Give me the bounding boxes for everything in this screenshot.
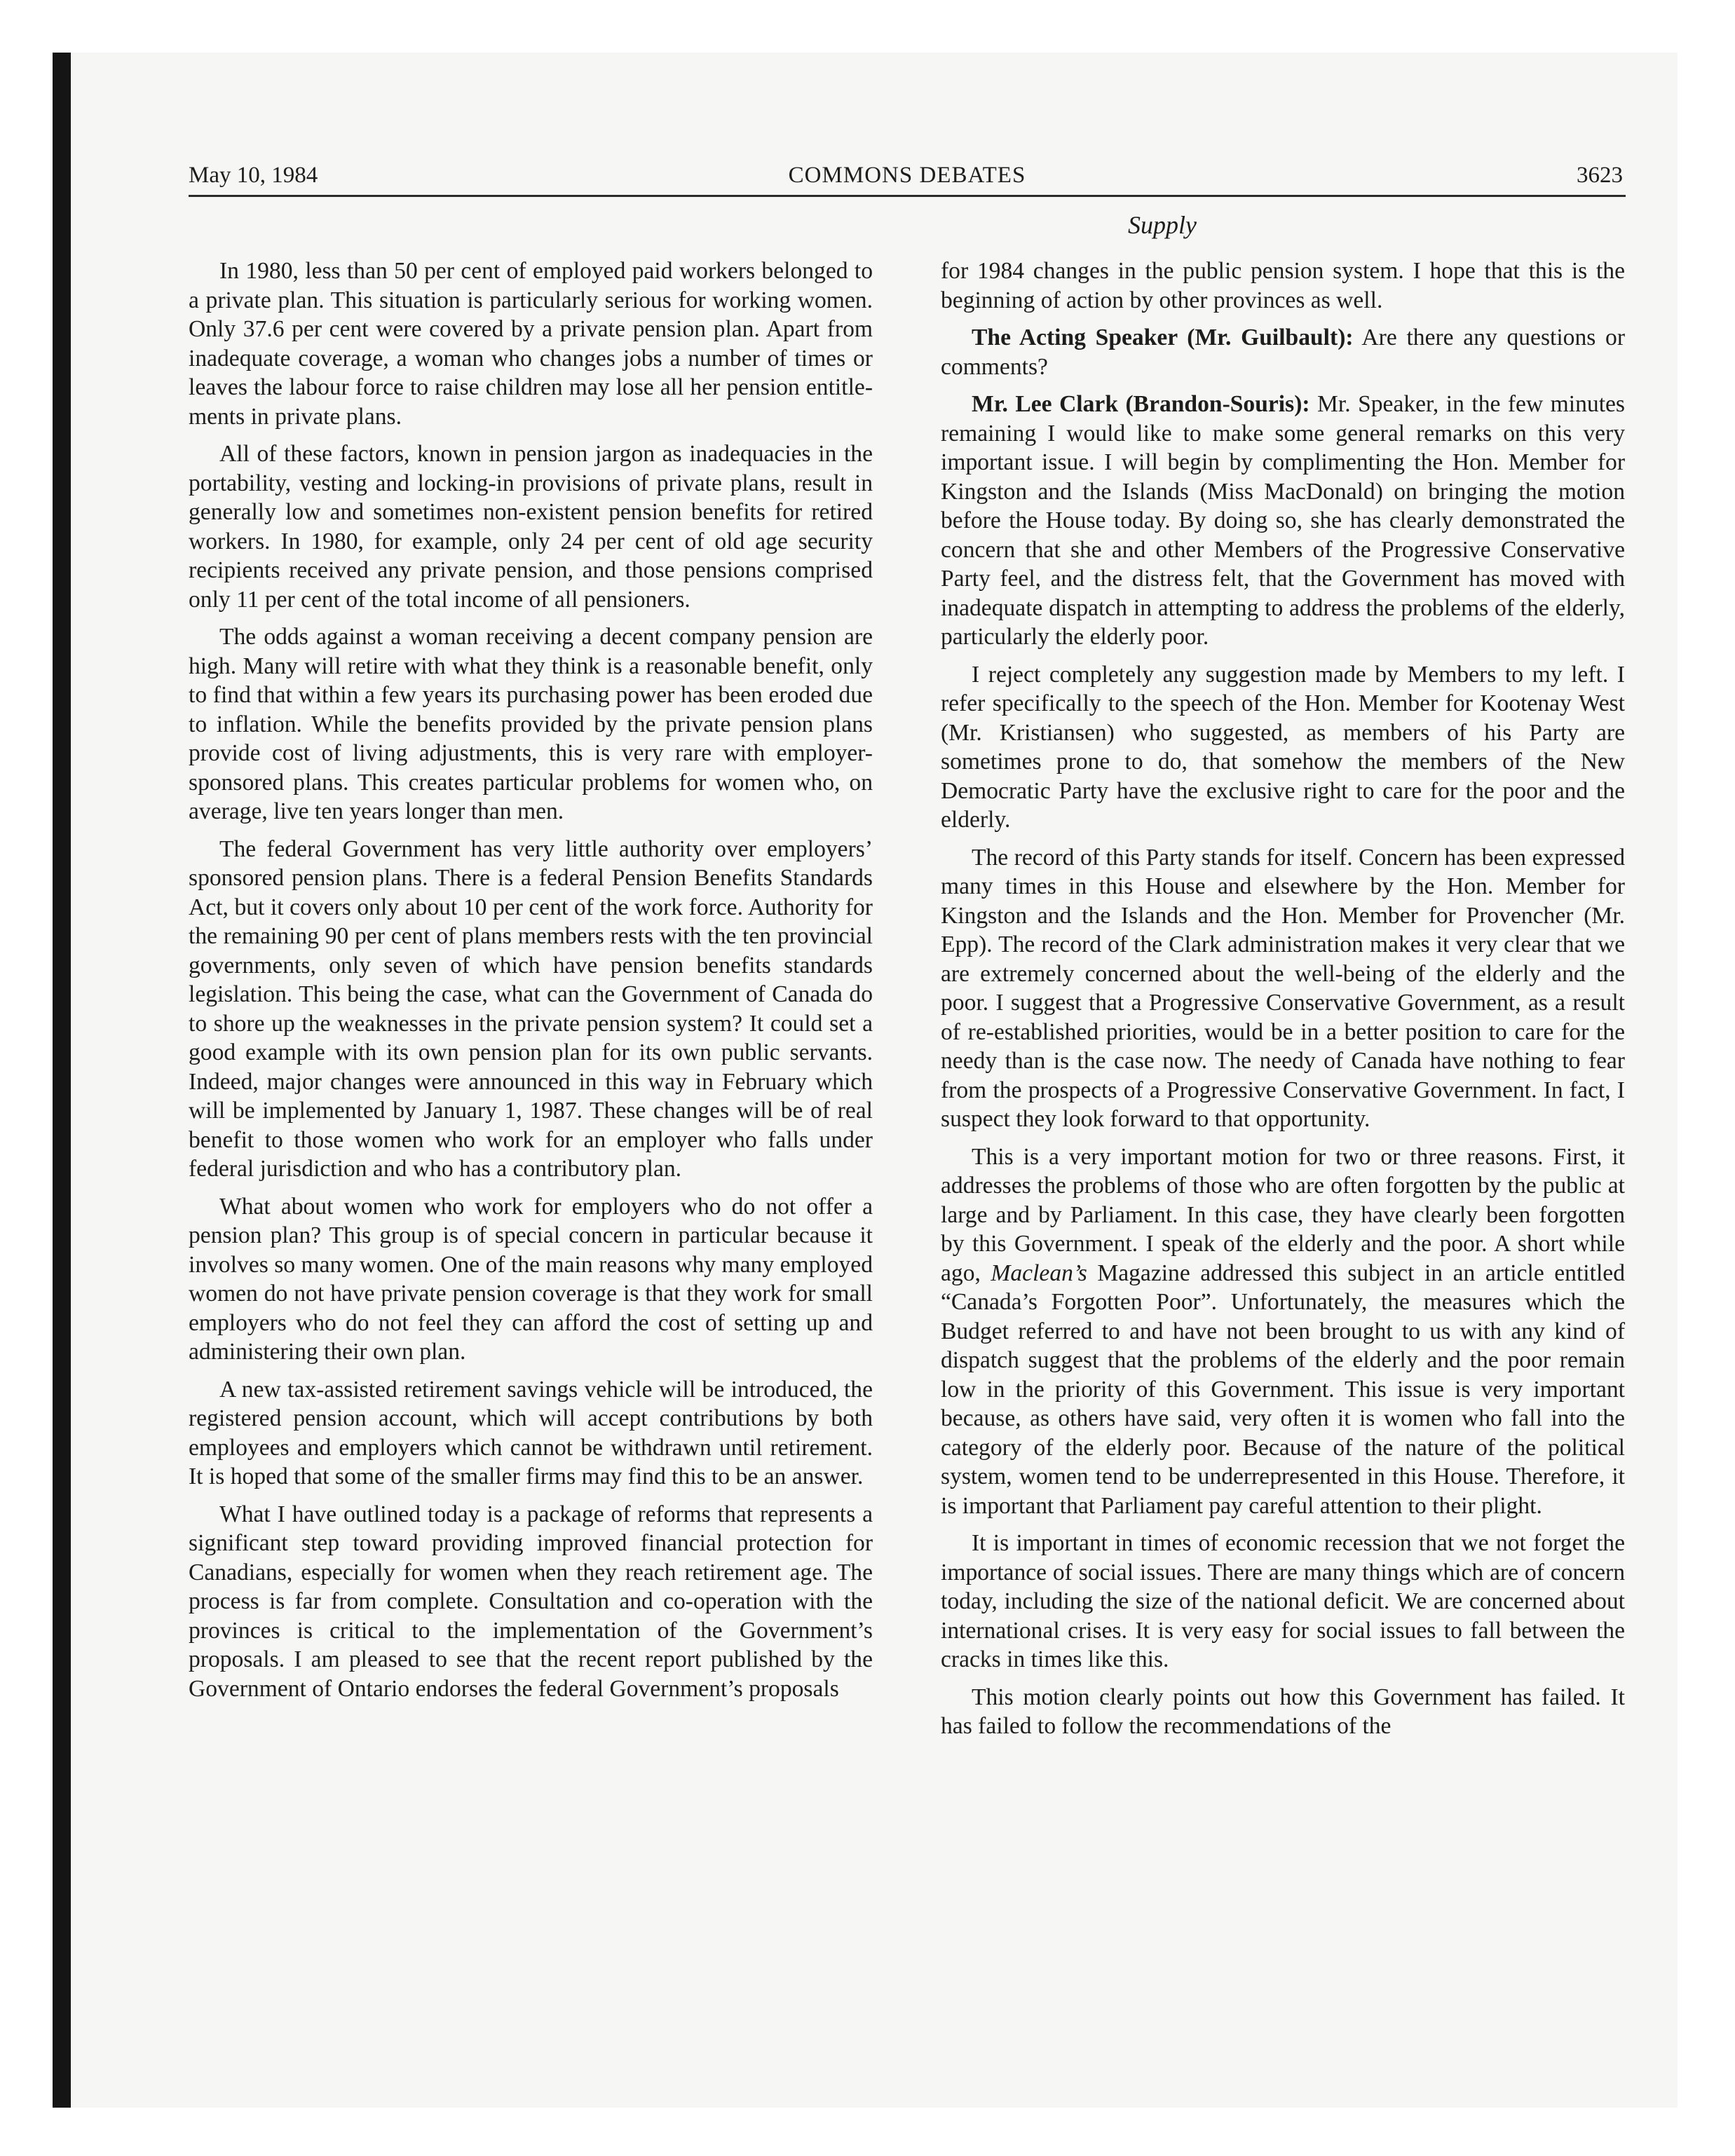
- paragraph-text: Magazine addressed this subject in an article entitled “Canada’s Forgotten Poor”. Unfortunately, the measures which the Budget referred to and have not been brought to us with any kind of dispatch suggest that the problems of the elderly and the poor remain low in the priority of this Government. This issue is very important because, as others have said, very often it is women who fall into the category of the elderly poor. Because of the nature of the political system, women tend to be underrepresented in this House. Therefore, it is important that Parliament pay careful attention to their plight.: [941, 1260, 1625, 1519]
- paragraph: I reject completely any suggestion made by Members to my left. I refer specifically to the speech of the Hon. Member for Kootenay West (Mr. Kristiansen) who suggested, as members of his Party are sometimes prone to do, that somehow the members of the New Democratic Party have the exclusive right to care for the poor and the elderly.: [941, 661, 1625, 833]
- speech-text: Are there any questions or comments?: [941, 325, 1625, 380]
- paragraph: The record of this Party stands for itself. Concern has been expressed many times in this House and elsewhere by the Hon. Member for Kingston and the Islands and the Hon. Member for Provencher (Mr. Epp). The record of the Clark administration makes it very clear that we are extremely concerned about the well-being of the elderly and the poor. I suggest that a Progressive Conservative Government, as a result of re-established priorities, would be in a better position to care for the needy than is the case now. The needy of Canada have nothing to fear from the prospects of a Progressive Conservative Government. In fact, I suspect they look forward to that opportunity.: [941, 844, 1625, 1132]
- header-page-number: 3623: [1577, 163, 1623, 188]
- paragraph: The odds against a woman receiving a decent company pension are high. Many will retire with what they think is a reasonable benefit, only to find that within a few years its purchasing power has been eroded due to inflation. While the benefits provided by the private pension plans provide cost of living adjustments, this is very rare with employer-sponsored plans. This creates particular problems for women who, on average, live ten years longer than men.: [189, 624, 873, 824]
- speaker-paragraph: [941, 390, 1625, 652]
- speaker-paragraph: [941, 323, 1625, 381]
- paragraph-text: This is a very important motion for two or three reasons. First, it addresses the problems of those who are often forgotten by the public at large and by Parliament. In this case, they have clearly been forgotten by this Government. I speak of the elderly and the poor. A short while ago,: [941, 1143, 1625, 1286]
- left-column: [189, 257, 873, 1712]
- header-title: COMMONS DEBATES: [788, 163, 1026, 188]
- speech-text: Mr. Speaker, in the few minutes remaining I would like to make some general remarks on this very important issue. I will begin by complimenting the Hon. Member for Kingston and the Islands (Miss MacDonald) on bringing the motion before the House today. By doing so, she has clearly demonstrated the concern that she and other Members of the Progressive Conservative Party feel, and the distress felt, that the Government has moved with inadequate dispatch in attempting to address the problems of the elderly, particularly the elderly poor.: [941, 391, 1625, 650]
- paragraph: What about women who work for employers who do not offer a pension plan? This group is of special concern in particular because it involves so many women. One of the main reasons why many employed women do not have private pension coverage is that they work for small employers who do not feel they can afford the cost of setting up and administering their own plan.: [189, 1193, 873, 1365]
- paragraph: What I have outlined today is a package of reforms that represents a significant step toward providing improved financial protection for Canadians, especially for women when they reach retirement age. The process is far from complete. Consultation and co-operation with the provinces is critical to the implementation of the Government’s proposals. I am pleased to see that the recent report published by the Government of Ontario endorses the federal Government’s proposals: [189, 1501, 873, 1702]
- scan-edge: [53, 53, 71, 2108]
- paragraph: In 1980, less than 50 per cent of employed paid workers belonged to a private plan. This situation is particularly serious for working women. Only 37.6 per cent were covered by a private pension plan. Apart from inadequate coverage, a woman who changes jobs a number of times or leaves the labour force to raise children may lose all her pension entitlements in private plans.: [189, 258, 873, 430]
- paragraph: This motion clearly points out how this Government has failed. It has failed to follow the recommendations of the: [941, 1684, 1625, 1739]
- paragraph: It is important in times of economic recession that we not forget the importance of social issues. There are many things which are of concern today, including the size of the national deficit. We are concerned about international crises. It is very easy for social issues to fall between the cracks in times like this.: [941, 1530, 1625, 1672]
- paragraph: All of these factors, known in pension jargon as inadequacies in the portability, vesting and locking-in provisions of private plans, result in generally low and sometimes non-existent pension benefits for retired workers. In 1980, for example, only 24 per cent of old age security recipients received any private pension, and those pensions comprised only 11 per cent of the total income of all pensioners.: [189, 441, 873, 613]
- paragraph: [941, 1142, 1625, 1521]
- paragraph: A new tax-assisted retirement savings vehicle will be introduced, the registered pension account, which will accept contributions by both employees and employers which cannot be withdrawn until retirement. It is hoped that some of the smaller firms may find this to be an answer.: [189, 1376, 873, 1489]
- running-header: [189, 160, 1626, 197]
- right-column: [941, 257, 1625, 1749]
- header-date: May 10, 1984: [189, 163, 318, 188]
- speaker-name: Mr. Lee Clark (Brandon-Souris):: [972, 391, 1310, 417]
- section-title: Supply: [1128, 211, 1197, 239]
- paragraph: The federal Government has very little authority over employers’ sponsored pension plans. There is a federal Pension Benefits Standards Act, but it covers only about 10 per cent of the work force. Authority for the remaining 90 per cent of plans members rests with the ten provincial governments, only seven of which have pension benefits standards legislation. This being the case, what can the Government of Canada do to shore up the weaknesses in the private pension system? It could set a good example with its own pension plan for its own public servants. Indeed, major changes were announced in this way in February which will be implemented by January 1, 1987. These changes will be of real benefit to those women who work for an employer who falls under federal jurisdiction and who has a contributory plan.: [189, 835, 873, 1182]
- paragraph: for 1984 changes in the public pension system. I hope that this is the beginning of action by other provinces as well.: [941, 258, 1625, 313]
- speaker-name: The Acting Speaker (Mr. Guilbault):: [972, 325, 1354, 350]
- magazine-title: Maclean’s: [991, 1260, 1087, 1286]
